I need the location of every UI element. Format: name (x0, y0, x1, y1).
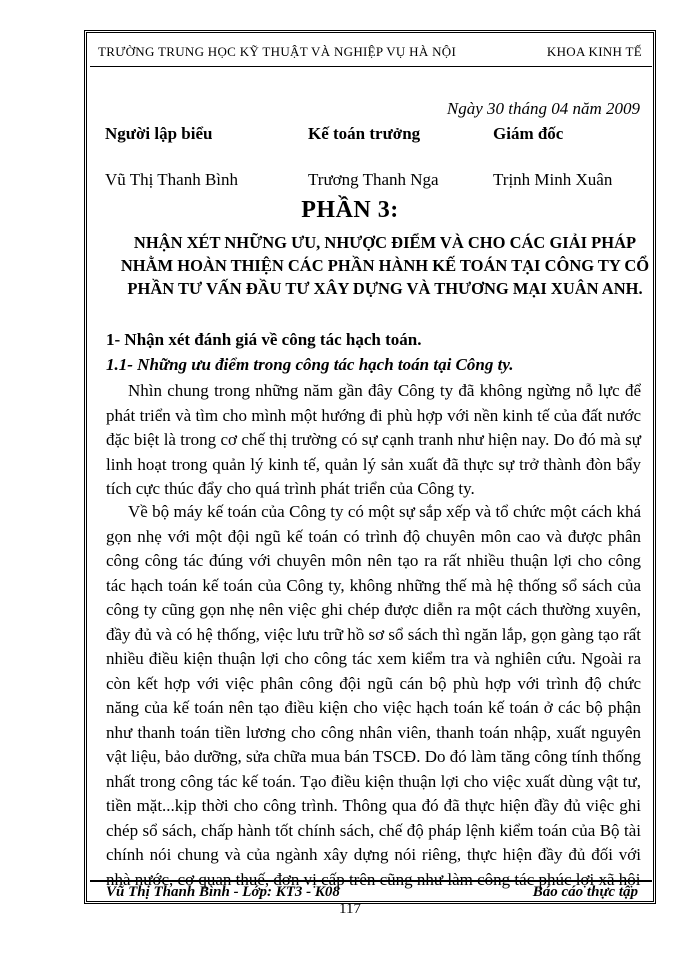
director-name: Trịnh Minh Xuân (493, 170, 613, 189)
preparer-title: Người lập biểu (105, 124, 213, 143)
heading-1-1: 1.1- Những ưu điểm trong công tác hạch toán tại Công ty. (106, 355, 514, 374)
footer-divider (90, 880, 652, 882)
department-name: KHOA KINH TẾ (546, 44, 642, 59)
part-title: PHẦN 3: (301, 197, 399, 223)
page-header (90, 34, 652, 64)
preparer-name: Vũ Thị Thanh Bình (105, 170, 239, 189)
accountant-title: Kế toán trưởng (308, 124, 421, 143)
page-number: 117 (339, 901, 361, 917)
header-divider (90, 66, 652, 67)
footer-report-type: Báo cáo thực tập (532, 884, 638, 900)
paragraph-1: Nhìn chung trong những năm gần đây Công ty đã không ngừng nỗ lực để phát triển và tìm cho mình một hướng đi phù hợp với nền kinh tế của đất nước đặc biệt là trong cơ chế thị trường có sự cạnh tranh như hiện nay. Do đó mà sự linh hoạt trong quản lý kinh tế, quản lý sản xuất đã thực sự trở thành đòn bẩy tích cực thúc đẩy cho quá trình phát triển của Công ty. (106, 381, 641, 498)
director-title: Giám đốc (493, 124, 564, 143)
footer-author: Vũ Thị Thanh Bình - Lớp: KT3 - K08 (106, 884, 340, 900)
school-name: TRƯỜNG TRUNG HỌC KỸ THUẬT VÀ NGHIỆP VỤ HÀ NỘI (98, 44, 457, 59)
report-date: Ngày 30 tháng 04 năm 2009 (446, 99, 640, 118)
accountant-name: Trương Thanh Nga (308, 170, 439, 189)
section-heading: NHẬN XÉT NHỮNG ƯU, NHƯỢC ĐIỂM VÀ CHO CÁC GIẢI PHÁP NHẰM HOÀN THIỆN CÁC PHẦN HÀNH KẾ TOÁN TẠI CÔNG TY CỔ PHẦN TƯ VẤN ĐẦU TƯ XÂY DỰNG VÀ THƯƠNG MẠI XUÂN ANH. (120, 233, 650, 298)
heading-1: 1- Nhận xét đánh giá về công tác hạch toán. (106, 330, 422, 349)
paragraph-2: Về bộ máy kế toán của Công ty có một sự sắp xếp và tổ chức một cách khá gọn nhẹ với một đội ngũ kế toán có trình độ chuyên môn cao và được phân công công tác đúng với chuyên môn nên tạo ra rất nhiều thuận lợi cho công tác hạch toán kế toán của Công ty, không những thế mà hệ thống sổ sách của công ty cũng gọn nhẹ nên việc ghi chép được diễn ra một cách thường xuyên, đầy đủ và có hệ thống, việc lưu trữ hồ sơ sổ sách thì ngăn lắp, gọn gàng tạo rất nhiều điều kiện thuận lợi cho công tác xem kiểm tra và nghiên cứu. Ngoài ra còn kết hợp với việc phân công đội ngũ cán bộ phù hợp với trình độ chức năng của kế toán nên tạo điều kiện cho việc hạch toán kế toán ở các bộ phận như thanh toán tiền lương cho công nhân viên, thanh toán nhập, xuất nguyên vật liệu, bảo dưỡng, sửa chữa mua bán TSCĐ. Do đó làm tăng công tính thống nhất trong công tác kế toán. Tạo điều kiện thuận lợi cho việc xuất dùng vật tư, tiền mặt...kịp thời cho công trình. Thông qua đó đã thực hiện đầy đủ việc ghi chép sổ sách, chấp hành tốt chính sách, chế độ pháp lệnh kiểm toán của Bộ tài chính nói chung và của ngành xây dựng nói riêng, thực hiện đầy đủ đối với nhà nước, cơ quan thuế, đơn vị cấp trên cũng như làm công tác phúc lợi xã hội (106, 502, 641, 889)
